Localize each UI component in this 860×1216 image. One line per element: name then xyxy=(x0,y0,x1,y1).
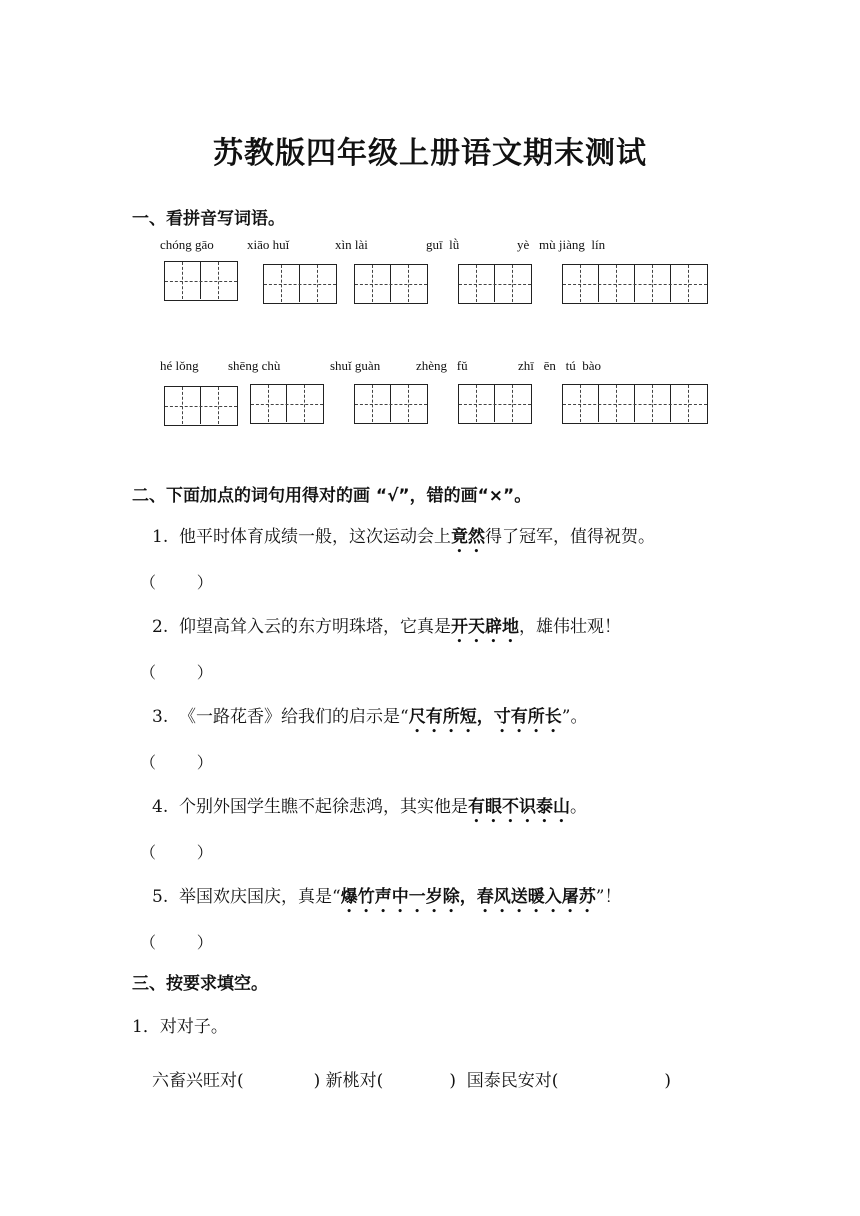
question-3 xyxy=(152,702,587,737)
answer-blank[interactable]: （ ） xyxy=(140,843,213,862)
page-title: 苏教版四年级上册语文期末测试 xyxy=(213,136,647,171)
dotted-phrase: 竟然 xyxy=(451,527,486,547)
question-number: 2. xyxy=(152,617,169,637)
dotted-phrase: 开天辟地 xyxy=(451,617,520,637)
question-text: ，雄伟壮观！ xyxy=(519,617,622,637)
section-2-heading: 二、下面加点的词句用得对的画 “√”，错的画“×”。 xyxy=(132,486,532,506)
question-text: ”。 xyxy=(561,707,588,727)
question-number: 1. xyxy=(152,527,169,547)
pinyin-label: shēng chù xyxy=(228,358,281,373)
dotted-phrase: 有眼不识泰山 xyxy=(468,797,571,817)
answer-blank[interactable]: （ ） xyxy=(140,753,213,772)
writing-grid[interactable] xyxy=(458,264,532,304)
answer-blank[interactable]: （ ） xyxy=(140,663,213,682)
question-text: 《一路花香》给我们的启示是“ xyxy=(179,707,409,727)
writing-grid[interactable] xyxy=(458,384,532,424)
question-text: 。 xyxy=(570,797,588,817)
couplet-prompt: ) 新桃对( xyxy=(313,1071,384,1091)
writing-grid[interactable] xyxy=(354,384,428,424)
pinyin-label: shuǐ guàn xyxy=(330,358,381,373)
section-3-heading: 三、按要求填空。 xyxy=(132,974,268,994)
couplet-row xyxy=(152,1066,671,1091)
question-5 xyxy=(152,882,621,917)
couplet-prompt: ) 国泰民安对( xyxy=(449,1071,559,1091)
question-number: 3. xyxy=(152,707,169,727)
answer-blank[interactable]: （ ） xyxy=(140,933,213,952)
pinyin-label: zhī ēn tú bào xyxy=(518,358,602,373)
pinyin-label: yè mù jiàng lín xyxy=(517,237,606,252)
pinyin-label: xiāo huǐ xyxy=(247,237,290,252)
dotted-phrase: 爆竹声中一岁除，春风送暖入屠苏 xyxy=(340,887,596,907)
writing-grid[interactable] xyxy=(354,264,428,304)
writing-grid[interactable] xyxy=(164,386,238,426)
subsection-title: 1．对对子。 xyxy=(132,1017,228,1037)
pinyin-label: guī lǜ xyxy=(426,237,460,252)
question-text: 他平时体育成绩一般，这次运动会上 xyxy=(179,527,452,547)
pinyin-label: zhèng fǔ xyxy=(416,358,468,373)
pinyin-label: hé lǒng xyxy=(160,358,199,373)
writing-grid[interactable] xyxy=(263,264,337,304)
section-1-heading: 一、看拼音写词语。 xyxy=(132,209,285,229)
writing-grid[interactable] xyxy=(562,384,708,424)
writing-grid[interactable] xyxy=(250,384,324,424)
writing-grid[interactable] xyxy=(562,264,708,304)
couplet-prompt: ) xyxy=(664,1071,672,1091)
couplet-prompt: 六畜兴旺对( xyxy=(152,1071,244,1091)
question-2 xyxy=(152,612,621,647)
question-text: 仰望高耸入云的东方明珠塔，它真是 xyxy=(179,617,452,637)
pinyin-label: chóng gāo xyxy=(160,237,214,252)
question-text: 举国欢庆国庆，真是“ xyxy=(179,887,341,907)
answer-blank[interactable]: （ ） xyxy=(140,573,213,592)
dotted-phrase: 尺有所短，寸有所长 xyxy=(408,707,562,727)
question-text: 个别外国学生瞧不起徐悲鸿，其实他是 xyxy=(179,797,469,817)
question-text: ”！ xyxy=(595,887,622,907)
writing-grid[interactable] xyxy=(164,261,238,301)
question-1 xyxy=(152,522,655,557)
question-number: 5. xyxy=(152,887,169,907)
question-text: 得了冠军，值得祝贺。 xyxy=(485,527,656,547)
question-4 xyxy=(152,792,587,827)
question-number: 4. xyxy=(152,797,169,817)
pinyin-label: xìn lài xyxy=(335,237,368,252)
